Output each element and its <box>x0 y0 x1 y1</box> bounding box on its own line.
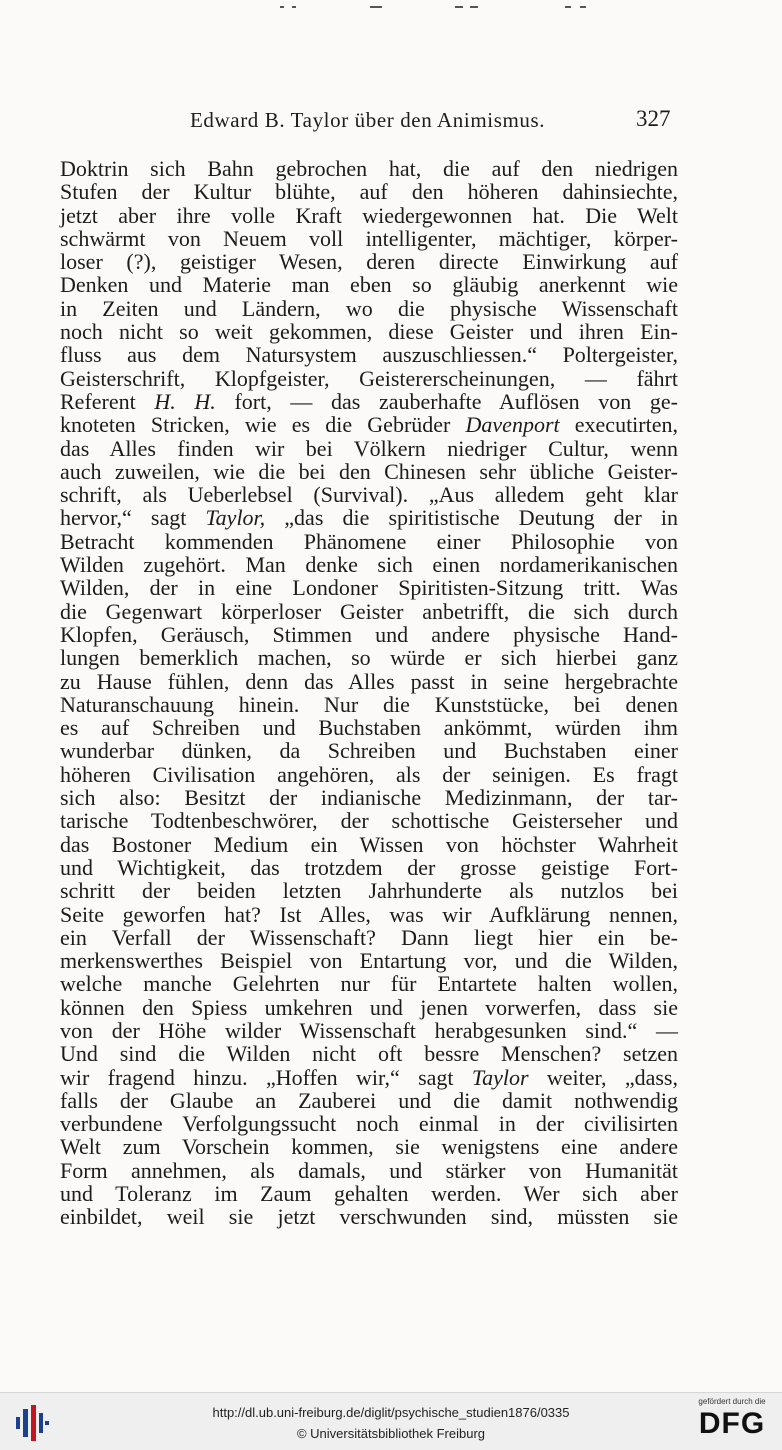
text-line: Seite geworfen hat? Ist Alles, was wir Aufklärung nennen, <box>60 901 678 927</box>
text-line: Naturanschauung hinein. Nur die Kunststücke, bei denen <box>60 691 678 717</box>
text-line: das Alles finden wir bei Völkern niedriger Cultur, wenn <box>60 435 678 461</box>
running-head: Edward B. Taylor über den Animismus. <box>190 108 546 132</box>
text-line: hervor,“ sagt Taylor, „das die spiritistische Deutung der in <box>60 505 678 531</box>
text-line: Welt zum Vorschein kommen, sie wenigstens eine andere <box>60 1134 678 1160</box>
document-url[interactable]: http://dl.ub.uni-freiburg.de/diglit/psychische_studien1876/0335 <box>212 1405 570 1420</box>
text-line: wir fragend hinzu. „Hoffen wir,“ sagt Taylor weiter, „dass, <box>60 1064 678 1090</box>
text-line: Betracht kommenden Phänomene einer Philosophie von <box>60 528 678 554</box>
text-line: zu Hause fühlen, denn das Alles passt in seine hergebrachte <box>60 668 678 694</box>
text-line: können den Spiess umkehren und jenen vorwerfen, dass sie <box>60 994 678 1020</box>
body-text <box>60 157 678 1229</box>
text-line: Doktrin sich Bahn gebrochen hat, die auf den niedrigen <box>60 156 678 181</box>
text-line: Klopfen, Geräusch, Stimmen und andere physische Hand- <box>60 621 678 647</box>
text-line: sich also: Besitzt der indianische Medizinmann, der tar- <box>60 785 678 811</box>
text-line: Stufen der Kultur blühte, auf den höheren dahinsiechte, <box>60 179 678 205</box>
text-line: schrift, als Ueberlebsel (Survival). „Aus alledem geht klar <box>60 482 678 508</box>
text-line: falls der Glaube an Zauberei und die damit nothwendig <box>60 1087 678 1113</box>
text-line: einbildet, weil sie jetzt verschwunden sind, müssten sie <box>60 1204 678 1230</box>
text-line: höheren Civilisation angehören, als der seinigen. Es fragt <box>60 761 678 787</box>
text-line: merkenswerthes Beispiel von Entartung vor, und die Wilden, <box>60 948 678 974</box>
text-line: Denken und Materie man eben so gläubig anerkennt wie <box>60 272 678 298</box>
text-line: knoteten Stricken, wie es die Gebrüder Davenport executirten, <box>60 412 678 438</box>
text-line: verbundene Verfolgungssucht noch einmal in der civilisirten <box>60 1111 678 1137</box>
viewer-footer <box>0 1392 782 1450</box>
text-line: tarische Todtenbeschwörer, der schottische Geisterseher und <box>60 808 678 834</box>
text-line: schwärmt von Neuem voll intelligenter, mächtiger, körper- <box>60 225 678 251</box>
page-number: 327 <box>636 106 671 131</box>
text-line: es auf Schreiben und Buchstaben ankömmt, würden ihm <box>60 715 678 741</box>
text-line: Geisterschrift, Klopfgeister, Geistererscheinungen, — fährt <box>60 365 678 391</box>
text-line: und Wichtigkeit, das trotzdem der grosse geistige Fort- <box>60 854 678 880</box>
text-line: loser (?), geistiger Wesen, deren directe Einwirkung auf <box>60 249 678 275</box>
text-line: Wilden, der in eine Londoner Spiritisten-Sitzung tritt. Was <box>60 575 678 601</box>
text-line: die Gegenwart körperloser Geister anbetrifft, die sich durch <box>60 598 678 624</box>
text-line: und Toleranz im Zaum gehalten werden. Wer sich aber <box>60 1181 678 1207</box>
text-line: Referent H. H. fort, — das zauberhafte Auflösen von ge- <box>60 388 678 414</box>
text-line: schritt der beiden letzten Jahrhunderte als nutzlos bei <box>60 878 678 904</box>
text-line: noch nicht so weit gekommen, diese Geister und ihren Ein- <box>60 319 678 345</box>
text-line: ein Verfall der Wissenschaft? Dann liegt hier ein be- <box>60 924 678 950</box>
text-line: Wilden zugehört. Man denke sich einen nordamerikanischen <box>60 552 678 578</box>
dfg-mark: DFG <box>698 1407 766 1440</box>
text-line: fluss aus dem Natursystem auszuschliessen.“ Poltergeister, <box>60 342 678 368</box>
text-line: auch zuweilen, wie die bei den Chinesen sehr übliche Geister- <box>60 458 678 484</box>
text-line: wunderbar dünken, da Schreiben und Buchstaben einer <box>60 738 678 764</box>
text-line: Form annehmen, als damals, und stärker von Humanität <box>60 1157 678 1183</box>
text-line: Und sind die Wilden nicht oft bessre Menschen? setzen <box>60 1041 678 1067</box>
text-line: das Bostoner Medium ein Wissen von höchster Wahrheit <box>60 831 678 857</box>
text-line: von der Höhe wilder Wissenschaft herabgesunken sind.“ — <box>60 1017 678 1043</box>
text-line: jetzt aber ihre volle Kraft wiedergewonnen hat. Die Welt <box>60 202 678 228</box>
copyright-notice: © Universitätsbibliothek Freiburg <box>296 1426 486 1441</box>
scan-edge-marks <box>280 2 600 10</box>
text-line: welche manche Gelehrten nur für Entartete halten wollen, <box>60 971 678 997</box>
dfg-logo <box>692 1397 772 1441</box>
dfg-caption: gefördert durch die <box>698 1397 766 1406</box>
text-line: lungen bemerklich machen, so würde er sich hierbei ganz <box>60 645 678 671</box>
text-line: in Zeiten und Ländern, wo die physische Wissenschaft <box>60 295 678 321</box>
